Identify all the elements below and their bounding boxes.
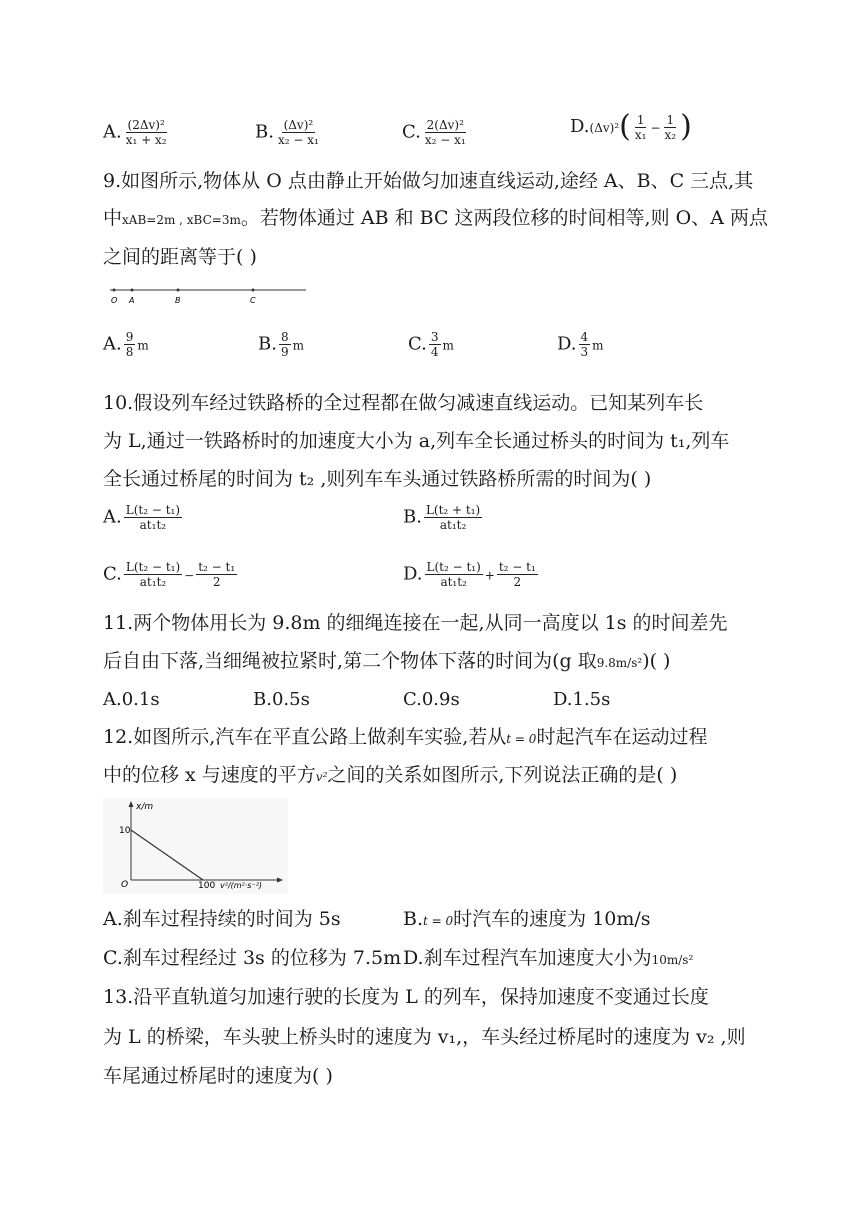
graph-x-label: v²/(m²·s⁻²) (220, 881, 263, 890)
graph-y-label: x/m (136, 802, 154, 812)
q9-d-fraction: $\frac{4}{3}$ (580, 330, 589, 359)
q11-option-c: C.0.9s (403, 689, 460, 710)
q10-b-fraction: $\frac{\text{L(t₂ + t₁)}}{\text{at₁t₂}}$ (425, 503, 481, 532)
graph-x-tick: 100 (198, 881, 216, 891)
q9-a-fraction: $\frac{9}{8}$ (125, 330, 134, 359)
q12-line1: 12.如图所示,汽车在平直公路上做刹车实验,若从t = 0时起汽车在运动过程 (103, 726, 708, 748)
q9-figure-line (108, 282, 308, 306)
q10-line1: 10.假设列车经过铁路桥的全过程都在做匀减速直线运动。已知某列车长 (103, 392, 704, 414)
q10-option-a: A. $\frac{\text{L(t₂ − t₁)}}{\text{at₁t₂}}$ (103, 503, 181, 532)
graph-origin: O (121, 880, 129, 890)
q10-option-c: C. $\frac{\text{L(t₂ − t₁)}}{\text{at₁t₂}}$ − $\frac{\text{t₂ − t₁}}{2}$ (103, 560, 236, 589)
q11-option-b: B.0.5s (253, 689, 310, 710)
q12-option-a: A.刹车过程持续的时间为 5s (103, 908, 341, 930)
q8-d-frac2: $\frac{1}{\text{x₂}}$ (664, 112, 677, 142)
q8-c-fraction: $\frac{\text{2(Δv)²}}{\text{x₂ − x₁}}$ (424, 118, 466, 147)
q13-line2: 为 L 的桥梁，车头驶上桥头时的速度为 v₁,，车头经过桥尾时的速度为 v₂ ,则 (103, 1026, 746, 1048)
q9-option-d: D. $\frac{4}{3}$ m (557, 330, 604, 359)
q10-option-d: D. $\frac{\text{L(t₂ − t₁)}}{\text{at₁t₂}}$ + $\frac{\text{t₂ − t₁}}{2}$ (403, 560, 536, 589)
q9-c-fraction: $\frac{3}{4}$ (430, 330, 439, 359)
q9-option-c: C. $\frac{3}{4}$ m (408, 330, 454, 359)
point-label-o: O (111, 296, 118, 305)
q9-option-b: B. $\frac{8}{9}$ m (258, 330, 304, 359)
point-label-b: B (175, 296, 181, 305)
q11-option-a: A.0.1s (103, 689, 160, 710)
q10-d-fraction1: $\frac{\text{L(t₂ − t₁)}}{\text{at₁t₂}}$ (426, 560, 481, 589)
q12-option-b: B.t = 0时汽车的速度为 10m/s (403, 908, 651, 930)
q10-line3: 全长通过桥尾的时间为 t₂ ,则列车车头通过铁路桥所需的时间为( ) (103, 468, 652, 490)
q9-line3: 之间的距离等于( ) (103, 246, 257, 268)
q12-option-c: C.刹车过程经过 3s 的位移为 7.5m (103, 947, 402, 969)
q9-b-fraction: $\frac{8}{9}$ (280, 330, 289, 359)
q10-c-fraction1: $\frac{\text{L(t₂ − t₁)}}{\text{at₁t₂}}$ (125, 560, 181, 589)
q8-option-a: A. $\frac{\text{(2Δv)²}}{\text{x₁ + x₂}}$ (103, 118, 167, 147)
q10-c-fraction2: $\frac{\text{t₂ − t₁}}{2}$ (198, 560, 236, 589)
q8-a-fraction: $\frac{\text{(2Δv)²}}{\text{x₁ + x₂}}$ (125, 118, 167, 147)
q8-option-d: D.(Δv)²( $\frac{1}{\text{x₁}}$ − $\frac{1}{\text{x₂}}$ ) (570, 109, 692, 144)
q9-line1: 9.如图所示,物体从 O 点由静止开始做匀加速直线运动,途经 A、B、C 三点,其 (103, 170, 754, 192)
q11-option-d: D.1.5s (553, 689, 611, 710)
q8-d-frac1: $\frac{1}{\text{x₁}}$ (634, 112, 647, 142)
q8-option-c: C. $\frac{\text{2(Δv)²}}{\text{x₂ − x₁}}$ (402, 118, 466, 147)
q8-b-fraction: $\frac{\text{(Δv)²}}{\text{x₂ − x₁}}$ (277, 118, 319, 147)
q10-a-fraction: $\frac{\text{L(t₂ − t₁)}}{\text{at₁t₂}}$ (125, 503, 181, 532)
q13-line3: 车尾通过桥尾时的速度为( ) (103, 1065, 333, 1087)
q10-option-b: B. $\frac{\text{L(t₂ + t₁)}}{\text{at₁t₂}}$ (403, 503, 481, 532)
q9-line2: 中xAB=2m , xBC=3m。若物体通过 AB 和 BC 这两段位移的时间相等,则 O、A 两点 (103, 207, 768, 229)
point-label-a: A (129, 296, 135, 305)
q8-option-b: B. $\frac{\text{(Δv)²}}{\text{x₂ − x₁}}$ (255, 118, 319, 147)
q9-option-a: A. $\frac{9}{8}$ m (103, 330, 149, 359)
q10-line2: 为 L,通过一铁路桥时的加速度大小为 a,列车全长通过桥头的时间为 t₁,列车 (103, 430, 730, 452)
graph-y-tick: 10 (119, 826, 131, 836)
q13-line1: 13.沿平直轨道匀加速行驶的长度为 L 的列车，保持加速度不变通过长度 (103, 986, 709, 1008)
q12-x-vs-v2-graph (103, 798, 288, 894)
q12-line2: 中的位移 x 与速度的平方v²之间的关系如图所示,下列说法正确的是( ) (103, 764, 678, 786)
q11-line2: 后自由下落,当细绳被拉紧时,第二个物体下落的时间为(g 取9.8m/s²)( ) (103, 650, 671, 672)
q10-d-fraction2: $\frac{\text{t₂ − t₁}}{2}$ (498, 560, 536, 589)
q12-option-d: D.刹车过程汽车加速度大小为10m/s² (403, 947, 694, 969)
q11-line1: 11.两个物体用长为 9.8m 的细绳连接在一起,从同一高度以 1s 的时间差先 (103, 612, 728, 634)
point-label-c: C (250, 296, 256, 305)
